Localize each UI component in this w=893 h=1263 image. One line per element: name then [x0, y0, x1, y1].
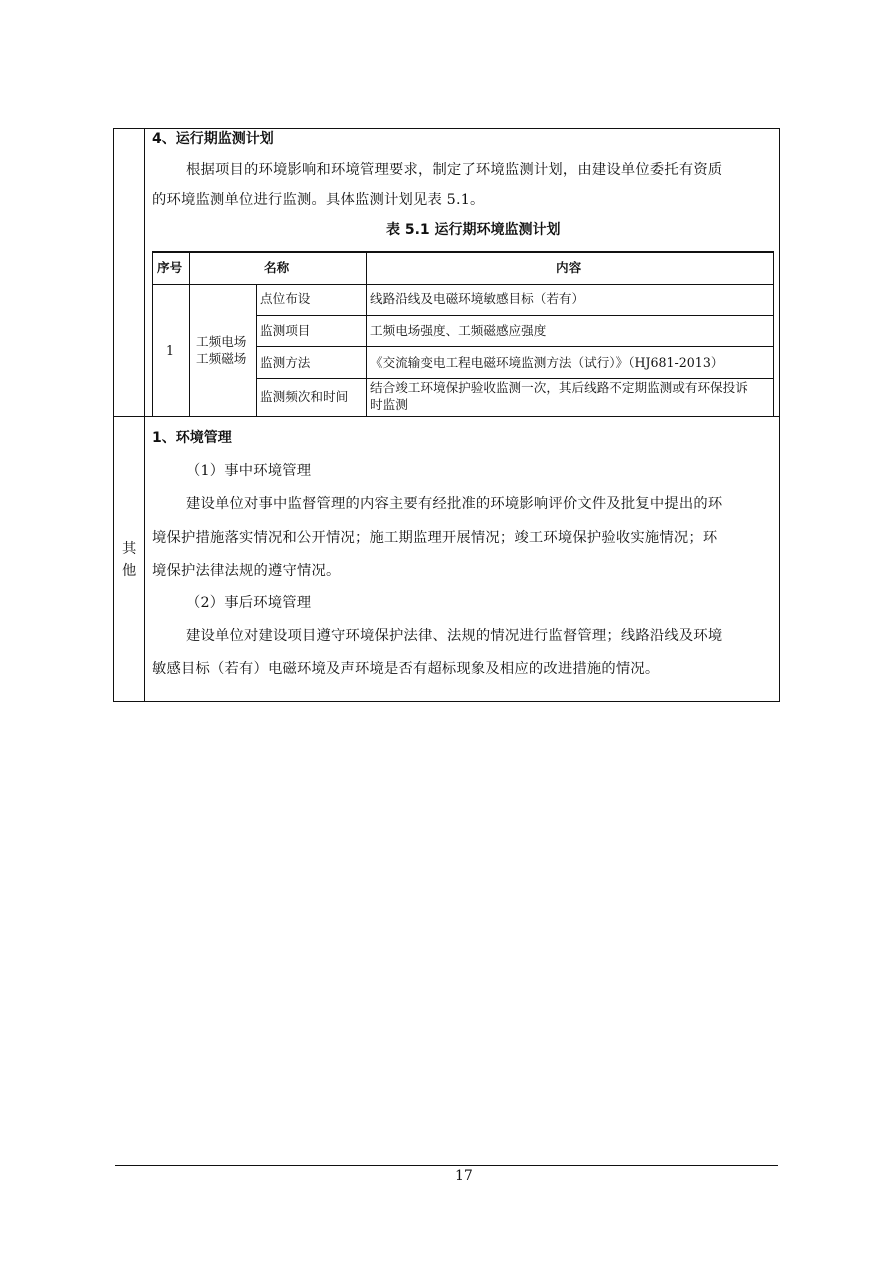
section-separator	[113, 416, 780, 417]
table-row-rule	[256, 346, 773, 347]
table-header-content: 内容	[556, 260, 582, 275]
row-label: 他	[122, 563, 137, 579]
paragraph-line: 敏感目标（若有）电磁环境及声环境是否有超标现象及相应的改进措施的情况。	[152, 661, 660, 677]
section-heading-monitoring: 4、运行期监测计划	[152, 131, 274, 147]
subheading: （1）事中环境管理	[186, 463, 312, 479]
table-cell-item: 监测项目	[260, 323, 311, 338]
table-row-rule	[256, 378, 773, 379]
content-frame	[113, 128, 780, 702]
footer-rule	[115, 1165, 778, 1166]
page-number: 17	[455, 1168, 473, 1184]
table-cell-item: 监测频次和时间	[260, 389, 349, 404]
table-col-divider	[152, 251, 153, 416]
table-cell-factor: 工频磁场	[196, 351, 247, 366]
row-label: 其	[122, 541, 137, 557]
table-header-name: 名称	[264, 260, 290, 275]
paragraph-line: 建设单位对事中监督管理的内容主要有经批准的环境影响评价文件及批复中提出的环	[186, 496, 723, 512]
table-col-divider	[366, 251, 367, 416]
table-cell-item: 点位布设	[260, 291, 311, 306]
table-row-rule	[256, 315, 773, 316]
table-header-rule	[152, 284, 773, 285]
label-column-divider	[144, 128, 145, 702]
table-col-divider	[256, 284, 257, 416]
table-cell-content: 《交流输变电工程电磁环境监测方法（试行）》（HJ681-2013）	[370, 355, 724, 370]
table-caption: 表 5.1 运行期环境监测计划	[386, 222, 561, 238]
table-cell-content: 工频电场强度、工频磁感应强度	[370, 323, 547, 338]
table-cell-item: 监测方法	[260, 355, 311, 370]
table-cell-factor: 工频电场	[196, 334, 247, 349]
table-col-divider	[189, 251, 190, 416]
paragraph-line: 境保护法律法规的遵守情况。	[152, 563, 341, 579]
table-col-divider	[773, 251, 774, 416]
table-cell-content: 时监测	[370, 397, 408, 412]
paragraph-line: 境保护措施落实情况和公开情况；施工期监理开展情况；竣工环境保护验收实施情况；环	[152, 530, 718, 546]
section-heading-management: 1、环境管理	[152, 430, 232, 446]
table-cell-index: 1	[166, 343, 175, 358]
table-cell-content: 结合竣工环境保护验收监测一次，其后线路不定期监测或有环保投诉	[370, 380, 748, 395]
paragraph-line: 的环境监测单位进行监测。具体监测计划见表 5.1。	[152, 192, 485, 208]
table-top-rule	[152, 251, 773, 253]
table-header-index: 序号	[157, 260, 183, 275]
paragraph-line: 根据项目的环境影响和环境管理要求，制定了环境监测计划，由建设单位委托有资质	[186, 162, 723, 178]
paragraph-line: 建设单位对建设项目遵守环境保护法律、法规的情况进行监督管理；线路沿线及环境	[186, 628, 723, 644]
table-cell-content: 线路沿线及电磁环境敏感目标（若有）	[370, 291, 585, 306]
subheading: （2）事后环境管理	[186, 595, 312, 611]
